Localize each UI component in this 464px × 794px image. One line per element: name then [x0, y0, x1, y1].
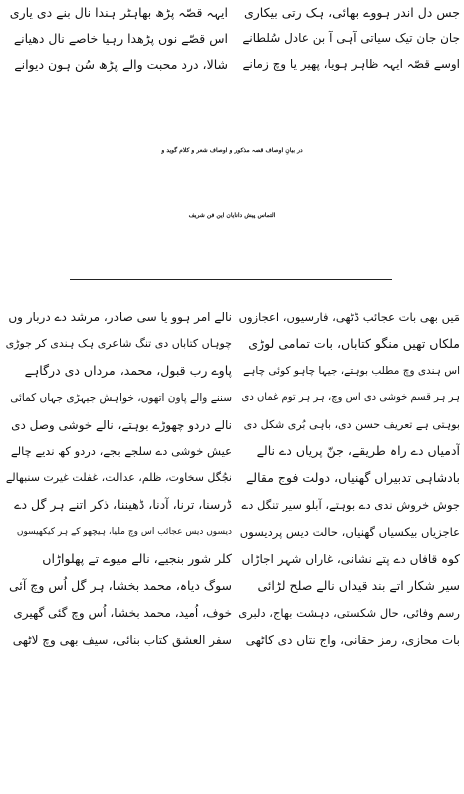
verse-line: نالے امر ہوو یا سی صادر، مرشد دے دربار وں — [8, 310, 232, 324]
verse-line: مَیں بھی بات عجائب ڈٹھی، فارسیوں، اعجازوں — [238, 310, 460, 324]
verse-line: نالے دردو چھوڑے بوہتے، نالے خوشی وصل دی — [11, 417, 232, 432]
bottom-right-verse-column — [238, 304, 460, 654]
verse-line: آدمیاں دے راہ طریقے، جنّ پریاں دے نالے — [256, 443, 460, 459]
heading-divider — [70, 279, 392, 280]
bottom-left-verse-column — [6, 304, 232, 654]
top-right-verse-column — [238, 0, 460, 78]
verse-line: چوہاں کتاباں دی تنگ شاعری ہک ہندی کر جوڑی — [6, 336, 232, 350]
verse-line: اس ہندی وچ مطلب بوہتے، جیہا چاہو کوئی چاہے — [243, 364, 460, 377]
section-heading-line-2: التماس پیش دانایان این فن شریف — [188, 212, 276, 219]
verse-line: شالا، درد محبت والے پڑھ سُن ہون دیوانے — [14, 56, 228, 72]
verse-line: بوہتی ہے تعریف حسن دی، باہی بُری شکل دی — [243, 417, 460, 431]
verse-line: جس دل اندر ہووے بھائی، ہک رتی بیکاری — [243, 5, 460, 20]
verse-line: ایہہ قصّہ پڑھ بھاہٹر ہندا نال بنے دی یاری — [9, 5, 228, 20]
top-left-verse-column — [6, 0, 228, 78]
verse-line: سننے والے پاون اتھوں، خواہش جیہڑی جہاں کمائی — [10, 391, 232, 404]
verse-line: ملکاں تھیں منگو کتاباں، بات تمامی لوڑی — [248, 335, 460, 351]
verse-line: خوف، اُمید، محمد بخشا، اُس وچ گئی گھیری — [13, 605, 232, 620]
verse-line: کوہ قافاں دے پتے نشانی، غاراں شہر اجاڑاں — [241, 552, 460, 567]
verse-line: اس قصّے نوں پڑھدا رہیا خاصے نال دھیانے — [13, 30, 228, 46]
verse-line: ہر ہر قسم خوشی دی اس وچ، ہر ہر توم غماں دی — [241, 391, 460, 403]
verse-line: رسم وفائی، حال شکستی، دہشت بھاج، دلبری — [238, 605, 460, 620]
verse-line: اوسے قصّہ ایہہ ظاہر ہویا، پھیر یا وچ زمانے — [242, 56, 460, 71]
verse-line: بات محازی، رمز حقانی، واج نتاں دی کاٹھی — [245, 632, 460, 647]
verse-line: عاجزیاں بیکسیاں گھنیاں، حالت دیس پردیسوں — [239, 525, 460, 540]
verse-line: سفر العشق کتاب بنائی، سیف بھی وچ لاٹھی — [12, 632, 232, 647]
verse-line: جوش خروش ندی دے بوہتے، آبلو سیر تنگل دے — [241, 498, 460, 513]
verse-line: کلر شور بنجیے، نالے میوے تے پھلواڑاں — [42, 551, 232, 567]
verse-line: بادشاہی تدبیراں گھنیاں، دولت فوج مقالے — [245, 470, 460, 486]
verse-line: پاوے رب قبول، محمد، مرداں دی درگاہے — [24, 362, 232, 378]
verse-line: جان جان تیک سیاتی آہی آ بن عادل سُلطانے — [242, 30, 460, 45]
verse-line: عیش خوشی دے سلجے بجے، دردو کھ ندیے چالے — [10, 444, 232, 459]
verse-line: سیر شکار اتے بند قیداں نالے صلح لڑائی — [257, 577, 460, 593]
section-heading-line-1: در بیانِ اوصاف قصہ مذکور و اوصاف شعر و کلام گوید و — [161, 147, 303, 154]
verse-line: سوگ دیاہ، محمد بخشا، ہر گل اُس وچ آئی — [8, 577, 232, 593]
verse-line: دیسوں دیس عجائب اس وچ ملیا، ہیچھو کے ہر کیکھیسوں — [16, 527, 232, 538]
verse-line: نجُگل سخاوت، ظلم، عدالت، غفلت غیرت سنبھالے — [6, 471, 232, 485]
verse-line: ڈرسنا، ترنا، آدنا، ڈھیننا، ذکر اتنے ہر گل دے — [14, 497, 232, 513]
